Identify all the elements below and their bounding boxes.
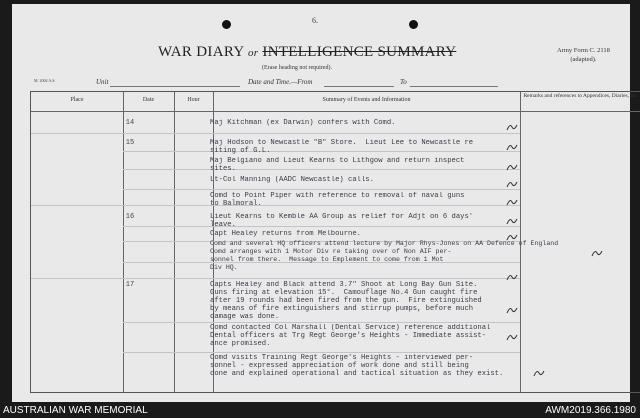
- entry-line: Guns firing at elevation 15°. Camouflage No.4 Gun caught fire: [210, 289, 478, 298]
- entry-date: 16: [125, 213, 135, 221]
- to-underline: [410, 86, 498, 87]
- col-date: Date: [142, 97, 155, 103]
- entry-line: siting of G.L.: [210, 147, 271, 156]
- entry-line: sonnel from there. Message to Emplement to come from 1 Mot: [210, 256, 444, 264]
- unit-underline: [110, 86, 240, 87]
- entry-date: 15: [125, 139, 135, 147]
- initial-mark: [505, 142, 519, 152]
- col-remarks: Remarks and references to Appendices, Diaries, &c.: [523, 93, 639, 99]
- initial-mark: [505, 216, 519, 226]
- to-label: To: [400, 78, 407, 86]
- diary-entry: [210, 139, 630, 155]
- initial-mark: [532, 368, 546, 378]
- entry-line: to Balmoral.: [210, 200, 262, 209]
- initial-mark: [505, 305, 519, 315]
- initial-mark: [505, 332, 519, 342]
- title-main: WAR DIARY: [158, 44, 244, 60]
- diary-entry: [210, 324, 630, 348]
- entry-line: Maj Kitchman (ex Darwin) confers with Comd.: [210, 119, 396, 127]
- form-subtitle: (Erase heading not required).: [262, 65, 332, 71]
- initial-mark: [505, 179, 519, 189]
- diary-entry: [210, 119, 630, 127]
- form-title: [158, 44, 456, 61]
- entry-line: by means of fire extinguishers and stirrup pumps, before much: [210, 305, 474, 314]
- entry-date: 14: [125, 119, 135, 127]
- title-or: or: [247, 47, 259, 59]
- entry-line: Dental officers at Trg Regt George's Heights - Immediate assist-: [210, 332, 487, 341]
- entry-line: ance promised.: [210, 340, 271, 349]
- diary-page: [12, 4, 639, 402]
- diary-entry: [210, 213, 630, 229]
- col-summary: Summary of Events and Information: [322, 97, 411, 103]
- title-struck: INTELLIGENCE SUMMARY: [262, 44, 457, 60]
- entry-line: Comd arranges with 1 Motor Div re taking over of Non AIF per-: [210, 248, 452, 256]
- entry-line: sites.: [210, 165, 236, 174]
- entry-line: Comd to Point Piper with reference to removal of naval guns: [210, 192, 465, 200]
- entry-line: damage was done.: [210, 313, 280, 322]
- form-code: M. 2004 A.S.: [34, 78, 56, 83]
- punch-hole: [222, 20, 231, 29]
- form-reference: [557, 46, 610, 64]
- diary-entry: [210, 281, 630, 321]
- entry-line: Comd visits Training Regt George's Heights - interviewed per-: [210, 354, 474, 362]
- unit-label: Unit: [96, 78, 109, 86]
- initial-mark: [505, 122, 519, 132]
- initial-mark: [505, 232, 519, 242]
- diary-entry: [210, 192, 630, 208]
- entry-line: done and explained operational and tactical situation as they exist.: [210, 370, 504, 379]
- initial-mark: [505, 162, 519, 172]
- initial-mark: [590, 248, 604, 258]
- entry-line: Div HQ.: [210, 264, 238, 272]
- archive-credit: AUSTRALIAN WAR MEMORIAL: [3, 405, 148, 416]
- entry-line: Comd contacted Col Marshall (Dental Service) reference additional: [210, 324, 491, 332]
- entry-line: Capt Healey returns from Melbourne.: [210, 230, 361, 238]
- entry-date: 17: [125, 281, 135, 289]
- entry-line: Maj Belgiano and Lieut Kearns to Lithgow and return inspect: [210, 157, 465, 165]
- form-ref-line1: Army Form C. 2118: [557, 47, 610, 54]
- diary-entry: [210, 240, 630, 272]
- diary-entry: [210, 230, 630, 238]
- initial-mark: [505, 272, 519, 282]
- entry-line: sonnel - expressed appreciation of work done and still being: [210, 362, 469, 371]
- entry-line: Maj Hodson to Newcastle "B" Store. Lieut Lee to Newcastle re: [210, 139, 474, 147]
- diary-entry: [210, 157, 630, 173]
- diary-entry: [210, 354, 630, 378]
- punch-hole: [409, 20, 418, 29]
- form-ref-line2: (adapted).: [570, 56, 597, 63]
- entry-line: after 19 rounds had been fired from the gun. Fire extinguished: [210, 297, 482, 306]
- archive-id: AWM2019.366.1980: [545, 405, 636, 416]
- initial-mark: [505, 197, 519, 207]
- page-number: 6.: [312, 16, 318, 25]
- entry-line: leave.: [210, 221, 236, 230]
- diary-entry: [210, 176, 630, 184]
- col-place: Place: [70, 97, 84, 103]
- entry-line: Lt-Col Manning (AADC Newcastle) calls.: [210, 176, 374, 184]
- entry-line: Capts Healey and Black attend 3.7" Shoot at Long Bay Gun Site.: [210, 281, 478, 289]
- from-underline: [324, 86, 394, 87]
- col-hour: Hour: [187, 97, 200, 103]
- date-time-label: Date and Time.—From: [248, 78, 313, 86]
- entry-line: Lieut Kearns to Kemble AA Group as relief for Adjt on 6 days': [210, 213, 474, 221]
- entry-line: Comd and several HQ officers attend lecture by Major Rhys-Jones on AA Defence of England: [210, 240, 559, 247]
